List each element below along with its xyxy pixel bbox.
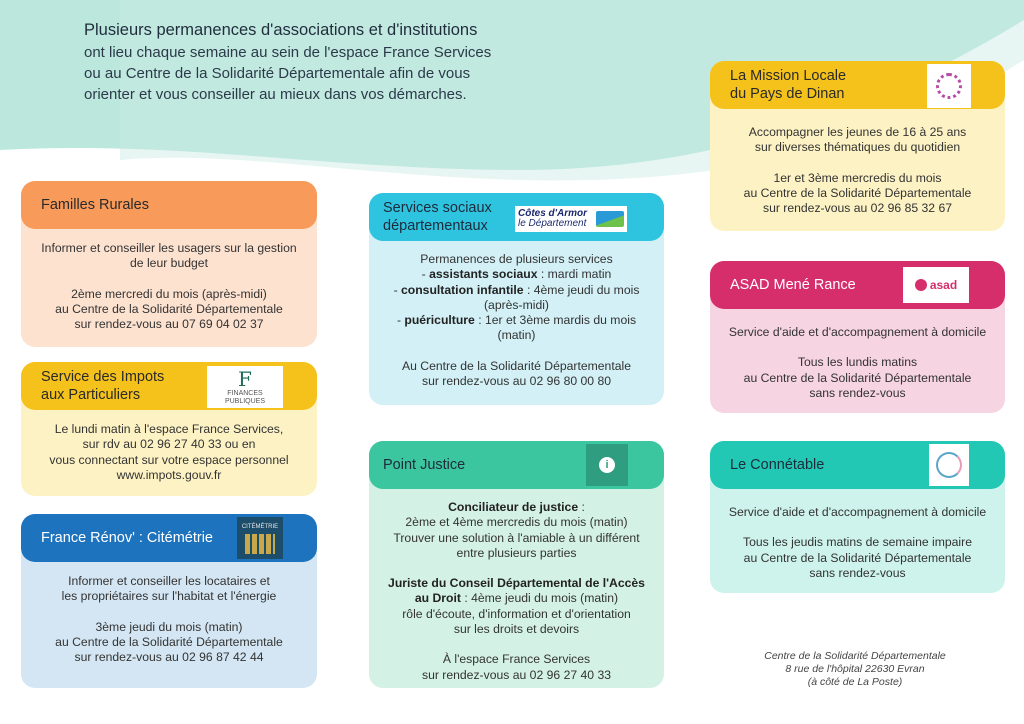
text-bold: puériculture: [404, 313, 475, 328]
logo-text: asad: [929, 278, 958, 292]
text-bold: au Droit: [414, 591, 461, 606]
card-title: Familles Rurales: [41, 197, 149, 213]
asad-mark-icon: [915, 279, 927, 291]
flower-icon: [936, 73, 962, 99]
card-body: [21, 229, 317, 342]
card-body: [21, 562, 317, 675]
card-familles-rurales: [21, 181, 317, 347]
title-line: aux Particuliers: [41, 387, 141, 403]
text-line: Service d'aide et d'accompagnement à domicile: [728, 505, 987, 519]
text-line: 1er et 3ème mercredis du mois: [773, 170, 942, 185]
card-header: [710, 61, 1005, 109]
card-title: Le Connétable: [730, 457, 825, 473]
intro-line-1: Plusieurs permanences d'associations et d'institutions: [84, 21, 478, 39]
card-body: [710, 489, 1005, 591]
card-title: [41, 368, 164, 404]
text-line: sur rendez-vous au 02 96 87 42 44: [74, 650, 264, 665]
text-line: sur diverses thématiques du quotidien: [754, 140, 961, 155]
card-title: [730, 67, 846, 103]
text-bold: Conciliateur de justice: [448, 500, 579, 514]
intro-text: [84, 20, 554, 105]
text-bold: Juriste du Conseil Départemental de l'Accès: [388, 576, 645, 591]
card-body: [710, 309, 1005, 411]
card-header: [710, 261, 1005, 309]
intro-line-2: ont lieu chaque semaine au sein de l'espace France Services: [84, 44, 492, 61]
text-line: sur rendez-vous au 02 96 27 40 33: [421, 667, 612, 682]
card-title: Point Justice: [383, 457, 466, 473]
text-line: sans rendez-vous: [809, 565, 906, 580]
address-line: Centre de la Solidarité Départementale: [764, 650, 946, 662]
text-line: de leur budget: [130, 256, 208, 271]
logo-text: CITÉMÉTRIE: [241, 523, 279, 530]
citemetrie-logo: [237, 517, 283, 559]
text-line: Tous les jeudis matins de semaine impaire: [743, 535, 972, 550]
text-line: rôle d'écoute, d'information et d'orientation: [402, 606, 631, 621]
title-line: Services sociaux: [383, 200, 492, 216]
card-mission-locale: [710, 61, 1005, 231]
text-line: au Centre de la Solidarité Départementale: [55, 634, 283, 649]
wave-flag-icon: [596, 211, 624, 227]
text-dash: -: [396, 313, 405, 328]
text-line: : 1er et 3ème mardis du mois: [474, 313, 637, 328]
title-line: Service des Impots: [41, 369, 165, 385]
grid-icon: [245, 534, 275, 554]
text-dash: -: [421, 267, 430, 282]
mission-locale-logo: [927, 64, 971, 108]
text-line: sur rendez-vous au 02 96 85 32 67: [762, 201, 953, 216]
card-header: [710, 441, 1005, 489]
point-justice-logo: [586, 444, 628, 486]
text-line: sur rendez-vous au 07 69 04 02 37: [74, 317, 264, 332]
text-line: au Centre de la Solidarité Départementale: [743, 370, 972, 385]
address-line: (à côté de La Poste): [807, 676, 903, 688]
text-line: Informer et conseiller les usagers sur la gestion: [41, 241, 297, 255]
text-line: les propriétaires sur l'habitat et l'énergie: [61, 589, 277, 604]
card-le-connetable: [710, 441, 1005, 593]
card-header: [21, 514, 317, 562]
text-line: :: [578, 500, 585, 514]
card-point-justice: [369, 441, 664, 688]
text-bold: consultation infantile: [401, 282, 524, 297]
logo-text: FINANCES PUBLIQUES: [224, 390, 266, 405]
text-line: Service d'aide et d'accompagnement à domicile: [728, 325, 987, 339]
text-line: vous connectant sur votre espace personnel: [49, 452, 289, 467]
card-asad-mene-rance: [710, 261, 1005, 413]
title-line: du Pays de Dinan: [730, 86, 845, 102]
card-header: [369, 441, 664, 489]
card-service-impots: [21, 362, 317, 496]
text-line: Au Centre de la Solidarité Départementale: [402, 358, 631, 373]
title-line: La Mission Locale: [730, 68, 847, 84]
text-line: Informer et conseiller les locataires et: [68, 574, 270, 588]
title-line: départementaux: [383, 218, 488, 234]
text-line: (matin): [497, 328, 536, 343]
text-line: Accompagner les jeunes de 16 à 25 ans: [748, 125, 967, 139]
text-line: : mardi matin: [537, 267, 612, 282]
text-line: Trouver une solution à l'amiable à un différent: [393, 530, 640, 545]
text-line: au Centre de la Solidarité Départementale: [743, 185, 972, 200]
card-body: [710, 109, 1005, 226]
marianne-icon: F: [238, 367, 252, 391]
text-line: (après-midi): [483, 297, 549, 312]
text-line: Permanences de plusieurs services: [420, 252, 613, 266]
address-line: 8 rue de l'hôpital 22630 Evran: [785, 663, 925, 675]
intro-line-4: orienter et vous conseiller au mieux dans vos démarches.: [84, 86, 467, 103]
logo-line: le Département: [518, 218, 587, 229]
text-line: www.impots.gouv.fr: [116, 467, 222, 482]
text-line: 2ème et 4ème mercredis du mois (matin): [405, 515, 628, 530]
text-line: À l'espace France Services: [442, 652, 591, 667]
card-body: [369, 489, 664, 693]
card-france-renov: [21, 514, 317, 688]
text-line: 3ème jeudi du mois (matin): [95, 619, 243, 634]
card-title: France Rénov' : Citémétrie: [41, 530, 213, 546]
connetable-logo: [929, 444, 969, 486]
card-body: [369, 241, 664, 399]
finances-publiques-logo: [207, 366, 283, 408]
text-line: sur les droits et devoirs: [453, 622, 580, 637]
card-title: [383, 199, 492, 235]
card-header: [369, 193, 664, 241]
intro-line-3: ou au Centre de la Solidarité Départementale afin de vous: [84, 65, 471, 82]
asad-logo: [903, 267, 969, 303]
text-line: au Centre de la Solidarité Départementale: [55, 301, 283, 316]
card-body: [21, 410, 317, 493]
text-line: sans rendez-vous: [809, 385, 906, 400]
people-circle-icon: [936, 452, 962, 478]
card-header: [21, 181, 317, 229]
text-line: 2ème mercredi du mois (après-midi): [71, 286, 267, 301]
address-block: [735, 650, 975, 689]
info-icon: i: [599, 457, 615, 473]
cotes-darmor-logo: [515, 206, 627, 232]
text-line: au Centre de la Solidarité Départementale: [743, 550, 972, 565]
text-bold: assistants sociaux: [429, 267, 538, 282]
text-line: sur rdv au 02 96 27 40 33 ou en: [82, 437, 256, 452]
card-header: [21, 362, 317, 410]
text-dash: -: [393, 282, 402, 297]
card-title: ASAD Mené Rance: [730, 277, 856, 293]
text-line: Tous les lundis matins: [797, 355, 918, 370]
text-line: sur rendez-vous au 02 96 80 00 80: [421, 374, 612, 389]
text-line: : 4ème jeudi du mois: [523, 282, 640, 297]
logo-line: Côtes d'Armor: [518, 208, 588, 219]
logo-text: [518, 209, 587, 229]
text-line: Le lundi matin à l'espace France Services,: [54, 422, 284, 436]
text-line: : 4ème jeudi du mois (matin): [460, 591, 619, 606]
text-line: entre plusieurs parties: [456, 545, 577, 560]
card-services-sociaux: [369, 193, 664, 405]
